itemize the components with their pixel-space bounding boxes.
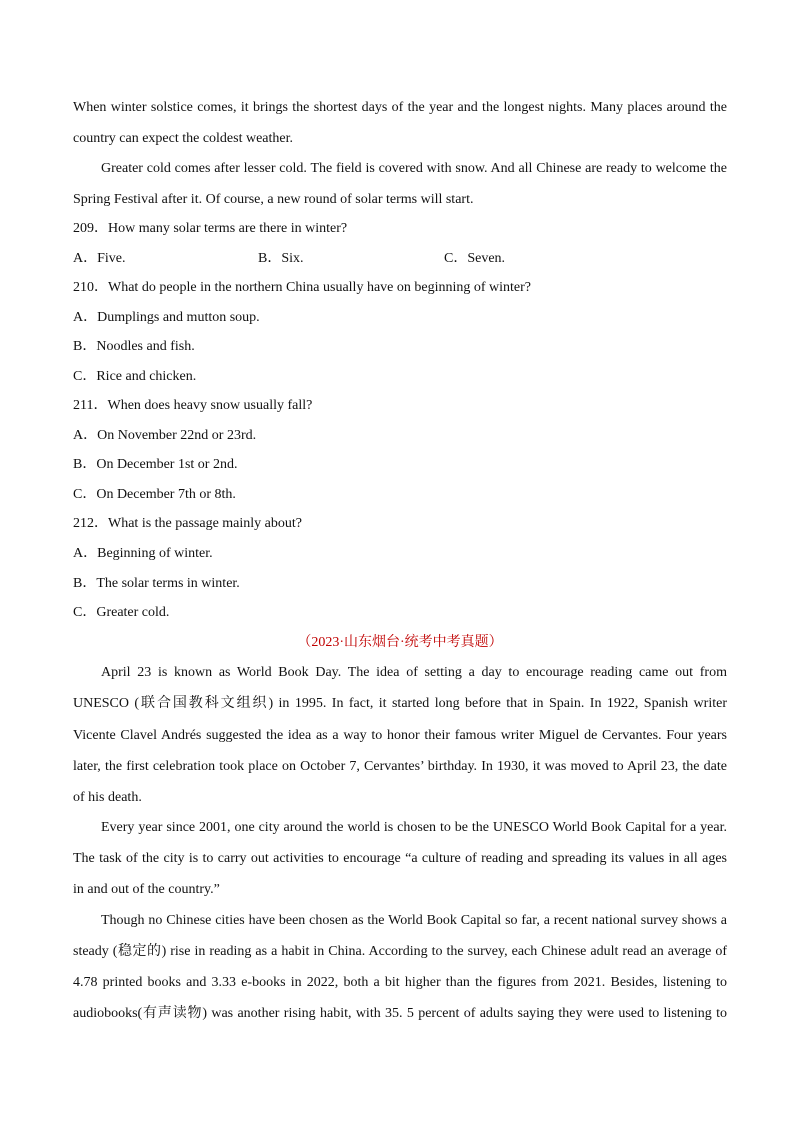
passage1-line: Greater cold comes after lesser cold. The field is covered with snow. And all Chinese are ready to welcome the [101,161,727,176]
passage2-line: April 23 is known as World Book Day. The idea of setting a day to encourage reading came out from [101,665,727,680]
passage2-line: Though no Chinese cities have been chosen as the World Book Capital so far, a recent national survey shows a [101,913,727,928]
passage2-line: of his death. [73,790,142,805]
question-option: A．On November 22nd or 23rd. [73,428,257,443]
passage2-line: in and out of the country.” [73,882,220,897]
question-option: A．Five. [73,251,126,266]
passage2-line: 4.78 printed books and 3.33 e-books in 2022, both a bit higher than the figures from 2021. Besides, listening to [73,975,727,990]
source-label: （2023·山东烟台·统考中考真题） [297,635,503,650]
passage2-line: audiobooks(有声读物) was another rising habit, with 35. 5 percent of adults saying they were used to listening to [73,1006,727,1021]
question-option: B．Six. [258,251,304,266]
question-option: A．Dumplings and mutton soup. [73,310,260,325]
passage2-line: Vicente Clavel Andrés suggested the idea as a way to honor their famous writer Miguel de Cervantes. Four years [73,728,727,743]
passage1-line: When winter solstice comes, it brings the shortest days of the year and the longest nights. Many places around the [73,100,727,115]
question-option: B．On December 1st or 2nd. [73,457,238,472]
question-stem: 209．How many solar terms are there in winter? [73,221,348,236]
question-option: C．Greater cold. [73,605,170,620]
question-stem: 210．What do people in the northern China usually have on beginning of winter? [73,280,532,295]
passage2-line: Every year since 2001, one city around the world is chosen to be the UNESCO World Book Capital for a year. [101,820,727,835]
question-option: C．On December 7th or 8th. [73,487,236,502]
passage2-line: steady (稳定的) rise in reading as a habit in China. According to the survey, each Chinese adult read an average of [73,944,727,959]
passage1-line: Spring Festival after it. Of course, a new round of solar terms will start. [73,192,474,207]
question-option: C．Rice and chicken. [73,369,197,384]
passage1-line: country can expect the coldest weather. [73,131,294,146]
question-option: C．Seven. [444,251,506,266]
passage2-line: UNESCO (联合国教科文组织) in 1995. In fact, it started long before that in Spain. In 1922, Spanish writer [73,696,727,711]
question-stem: 211．When does heavy snow usually fall? [73,398,313,413]
question-option: A．Beginning of winter. [73,546,213,561]
passage2-line: The task of the city is to carry out activities to encourage “a culture of reading and spreading its values in all ages [73,851,727,866]
question-option: B．The solar terms in winter. [73,576,240,591]
question-option: B．Noodles and fish. [73,339,195,354]
passage2-line: later, the first celebration took place on October 7, Cervantes’ birthday. In 1930, it was moved to April 23, the date [73,759,727,774]
question-stem: 212．What is the passage mainly about? [73,516,302,531]
